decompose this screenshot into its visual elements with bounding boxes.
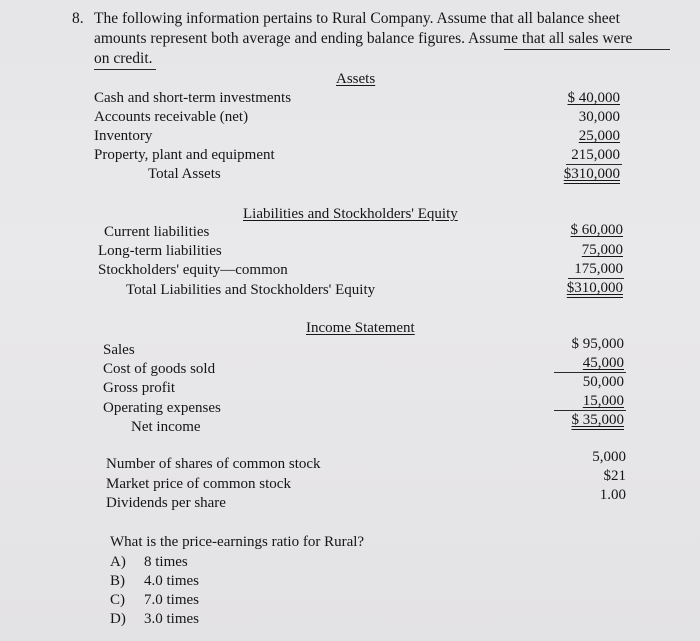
asset-label: Property, plant and equipment [94, 147, 275, 163]
question-line-3: on credit. [94, 50, 153, 67]
option-text: 7.0 times [144, 592, 199, 608]
question-line-1: The following information pertains to Rural Company. Assume that all balance sheet [94, 10, 620, 27]
option-a[interactable] [110, 553, 188, 572]
pen-underline [94, 69, 156, 70]
asset-label: Inventory [94, 128, 153, 144]
income-label: Operating expenses [103, 400, 221, 416]
liability-value: $ 60,000 [570, 222, 623, 238]
option-c[interactable] [110, 591, 199, 610]
liabilities-total-label: Total Liabilities and Stockholders' Equity [126, 282, 376, 298]
pen-underline [566, 164, 622, 165]
assets-heading: Assets [336, 71, 376, 87]
stock-label: Market price of common stock [106, 476, 291, 492]
liabilities-total-value: $310,000 [566, 280, 623, 296]
pen-underline [554, 372, 626, 373]
net-income-value: $ 35,000 [571, 412, 624, 428]
liabilities-heading: Liabilities and Stockholders' Equity [243, 206, 458, 222]
liability-label: Stockholders' equity—common [98, 262, 288, 278]
income-value: 50,000 [582, 374, 624, 390]
liability-label: Current liabilities [104, 224, 210, 240]
income-value: 15,000 [582, 393, 624, 409]
stock-label: Dividends per share [106, 495, 226, 511]
stock-value: $21 [603, 468, 626, 484]
liability-value: 175,000 [574, 261, 623, 277]
pen-underline [504, 49, 670, 50]
asset-value: $ 40,000 [567, 90, 620, 106]
asset-value: 215,000 [571, 147, 620, 163]
asset-label: Cash and short-term investments [94, 90, 292, 106]
option-letter: D) [110, 611, 126, 627]
question-prompt: What is the price-earnings ratio for Rural? [110, 534, 365, 550]
option-text: 4.0 times [144, 573, 199, 589]
assets-total-label: Total Assets [148, 166, 221, 182]
question-number: 8. [72, 10, 84, 27]
pen-underline [568, 278, 624, 279]
income-value: $ 95,000 [571, 336, 624, 352]
option-text: 8 times [144, 554, 188, 570]
option-b[interactable] [110, 572, 199, 591]
asset-label: Accounts receivable (net) [94, 109, 249, 125]
option-letter: B) [110, 573, 125, 589]
income-value: 45,000 [582, 355, 624, 371]
assets-total-value: $310,000 [563, 166, 620, 182]
stock-value: 5,000 [592, 449, 626, 465]
income-label: Cost of goods sold [103, 361, 216, 377]
option-text: 3.0 times [144, 611, 199, 627]
option-d[interactable] [110, 610, 199, 629]
stock-label: Number of shares of common stock [106, 456, 321, 472]
liability-label: Long-term liabilities [98, 243, 222, 259]
stock-value: 1.00 [599, 487, 626, 503]
income-heading: Income Statement [306, 320, 415, 336]
income-label: Gross profit [103, 380, 176, 396]
net-income-label: Net income [131, 419, 201, 435]
income-label: Sales [103, 342, 135, 358]
liability-value: 75,000 [581, 242, 623, 258]
option-letter: A) [110, 554, 126, 570]
asset-value: 25,000 [578, 128, 620, 144]
question-line-2: amounts represent both average and ending balance figures. Assume that all sales were [94, 30, 633, 47]
option-letter: C) [110, 592, 125, 608]
pen-underline [554, 410, 626, 411]
asset-value: 30,000 [578, 109, 620, 125]
